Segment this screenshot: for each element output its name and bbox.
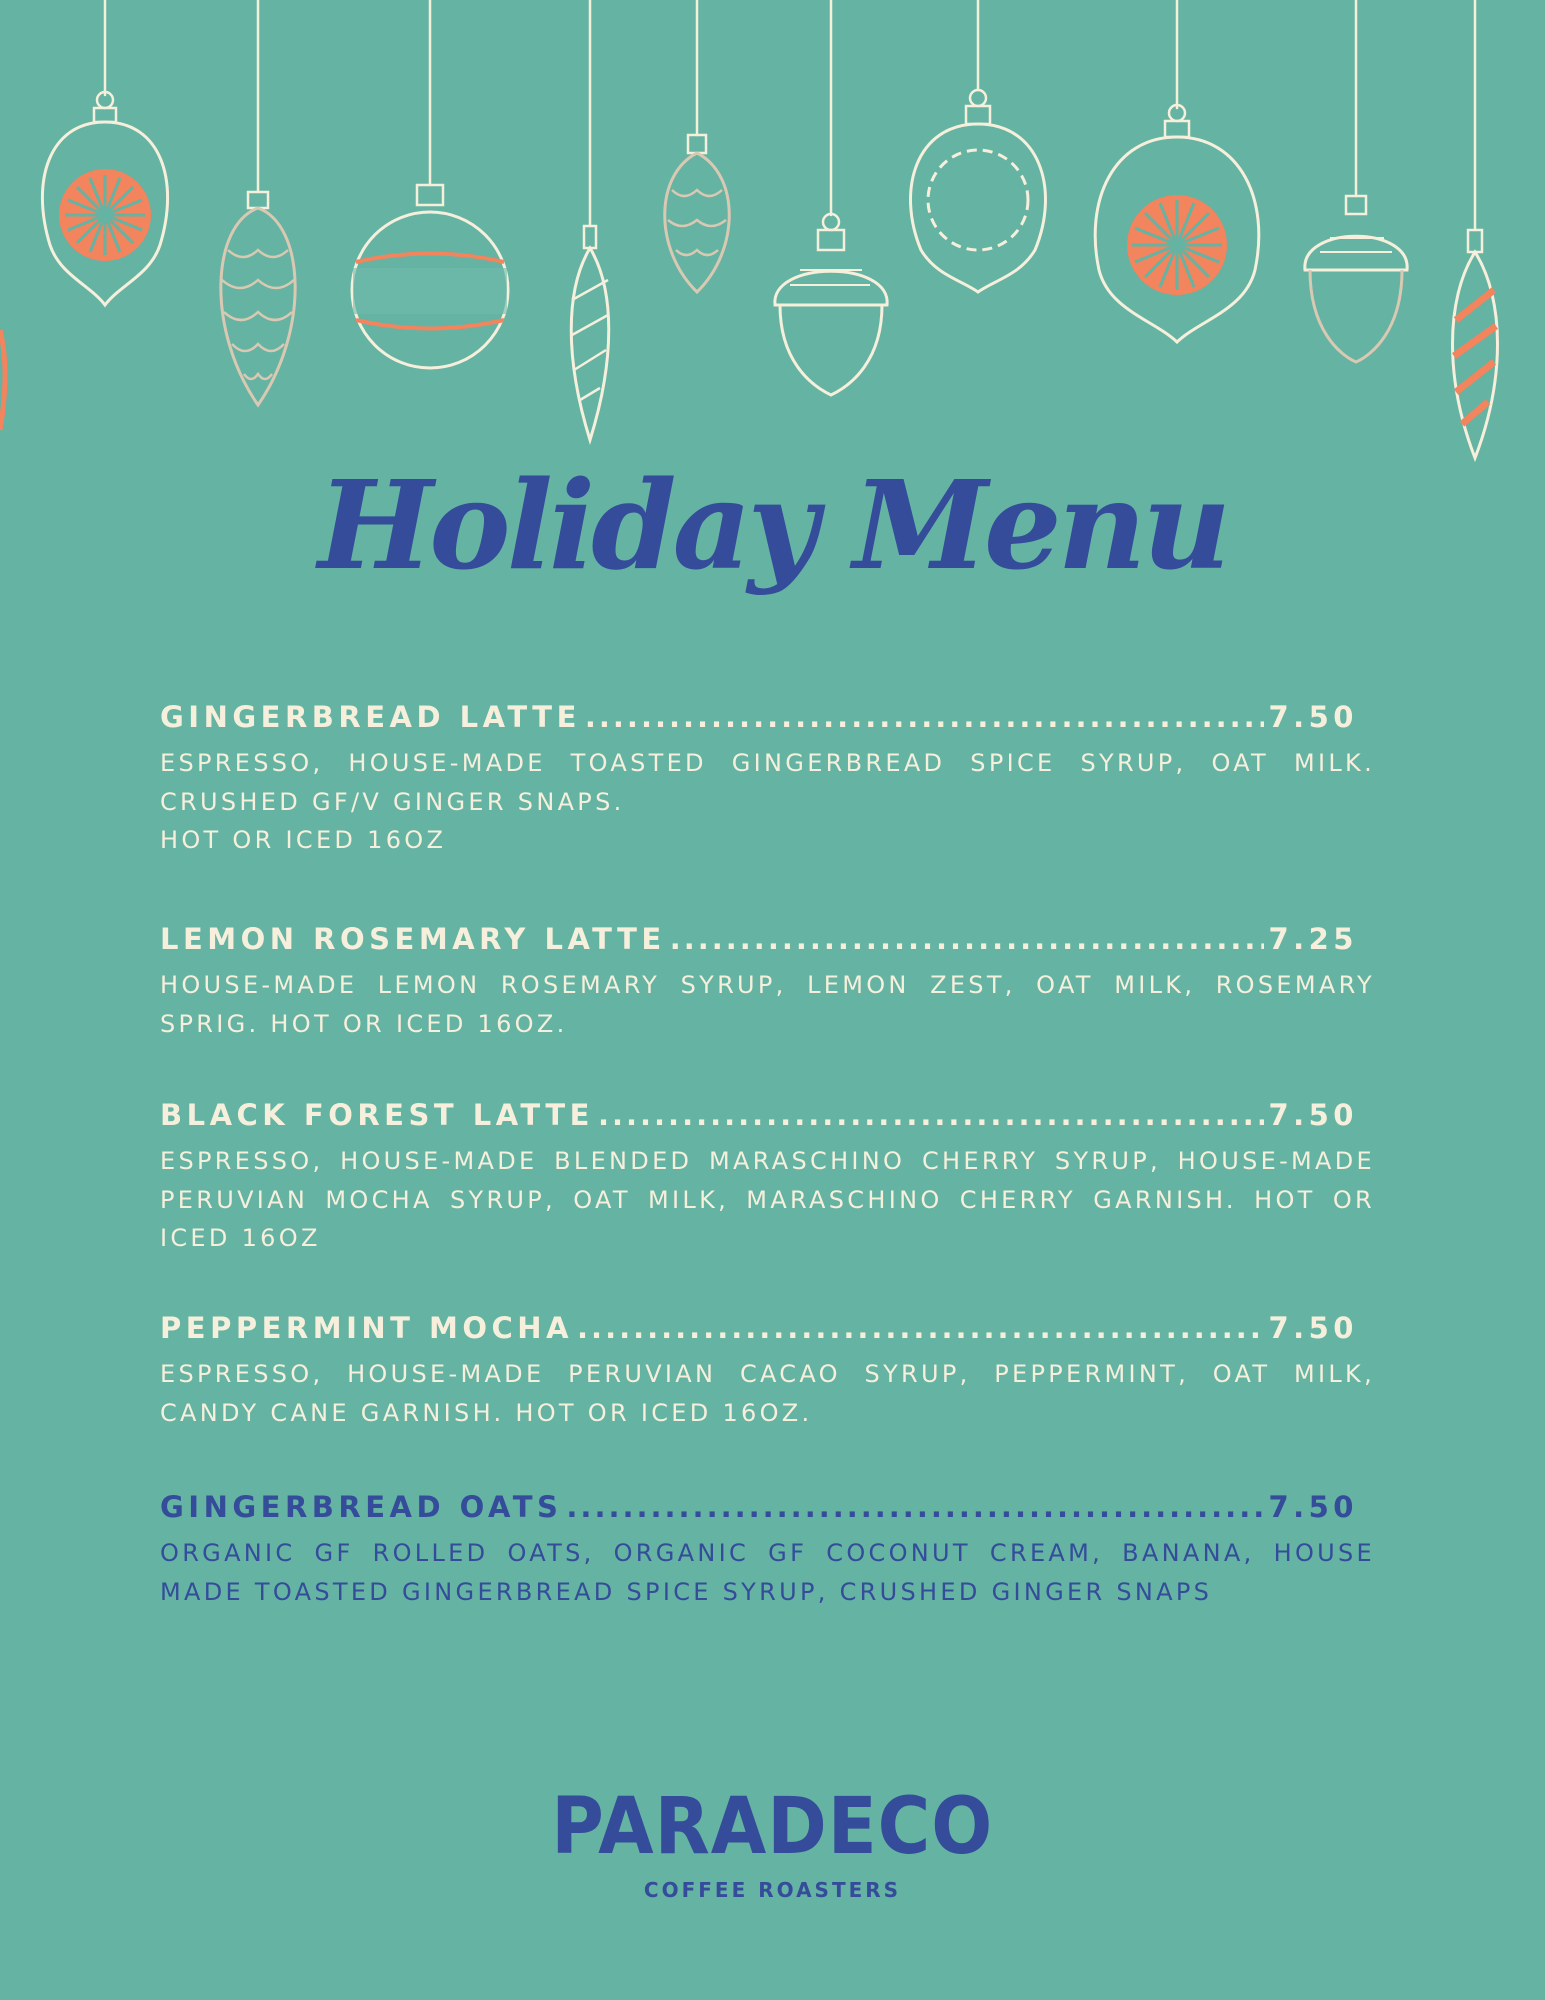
round-peppermint-ornament-icon	[1095, 105, 1259, 342]
scalloped-ornament-icon	[911, 90, 1046, 292]
menu-item-header	[160, 700, 1358, 744]
menu-item-name: GINGERBREAD LATTE	[160, 700, 581, 734]
menu-item	[160, 700, 1375, 860]
menu-item-price: 7.50	[1268, 1490, 1358, 1524]
dot-leader	[670, 922, 1265, 956]
menu-item-header	[160, 922, 1358, 966]
acorn-ornament-icon	[1305, 196, 1407, 362]
menu-item-description: HOUSE-MADE LEMON ROSEMARY SYRUP, LEMON ZEST, OAT MILK, ROSEMARY SPRIG. HOT OR ICED 16OZ.	[160, 971, 1375, 1038]
menu-item-price: 7.50	[1268, 700, 1358, 734]
menu-item-price: 7.50	[1268, 1311, 1358, 1345]
candy-stripe-icicle-ornament-icon	[1453, 230, 1498, 458]
page-title: Holiday Menu	[317, 453, 1228, 597]
dot-leader	[585, 700, 1265, 734]
menu-item-name: GINGERBREAD OATS	[160, 1490, 563, 1524]
menu-item-description: ESPRESSO, HOUSE-MADE TOASTED GINGERBREAD SPICE SYRUP, OAT MILK. CRUSHED GF/V GINGER SNAPS. HOT OR ICED 16OZ	[160, 749, 1375, 854]
menu-item-header	[160, 1490, 1358, 1534]
edge-ornament-icon	[0, 330, 5, 430]
logo-subtitle: COFFEE ROASTERS	[643, 1878, 902, 1902]
menu-item-name: PEPPERMINT MOCHA	[160, 1311, 574, 1345]
menu-item-price: 7.25	[1268, 922, 1358, 956]
menu-item	[160, 1490, 1375, 1611]
menu-item	[160, 922, 1375, 1043]
menu-item-name: BLACK FOREST LATTE	[160, 1098, 594, 1132]
menu-item	[160, 1098, 1375, 1258]
menu-item-name: LEMON ROSEMARY LATTE	[160, 922, 666, 956]
pinecone-ornament-icon	[665, 135, 730, 292]
round-peppermint-ornament-icon	[42, 92, 167, 305]
icicle-ornament-icon	[571, 226, 609, 440]
pinecone-ornament-icon	[221, 192, 295, 405]
menu-item-description: ESPRESSO, HOUSE-MADE BLENDED MARASCHINO CHERRY SYRUP, HOUSE-MADE PERUVIAN MOCHA SYRUP, OAT MILK, MARASCHINO CHERRY GARNISH. HOT OR ICED 16OZ	[160, 1147, 1375, 1252]
menu-item-description: ORGANIC GF ROLLED OATS, ORGANIC GF COCONUT CREAM, BANANA, HOUSE MADE TOASTED GINGERBREAD SPICE SYRUP, CRUSHED GINGER SNAPS	[160, 1539, 1375, 1606]
dot-leader	[566, 1490, 1264, 1524]
ornament-garland	[0, 0, 1545, 470]
menu-item-header	[160, 1311, 1358, 1355]
menu-item-price: 7.50	[1268, 1098, 1358, 1132]
acorn-ornament-icon	[775, 214, 887, 395]
logo-wordmark: PARADECO	[551, 1782, 994, 1872]
striped-ball-ornament-icon	[352, 185, 508, 368]
menu-item-header	[160, 1098, 1358, 1142]
dot-leader	[598, 1098, 1264, 1132]
dot-leader	[577, 1311, 1264, 1345]
menu-item-description: ESPRESSO, HOUSE-MADE PERUVIAN CACAO SYRUP, PEPPERMINT, OAT MILK, CANDY CANE GARNISH. HOT OR ICED 16OZ.	[160, 1360, 1375, 1427]
menu-item	[160, 1311, 1375, 1432]
brand-logo	[0, 1782, 1545, 1902]
